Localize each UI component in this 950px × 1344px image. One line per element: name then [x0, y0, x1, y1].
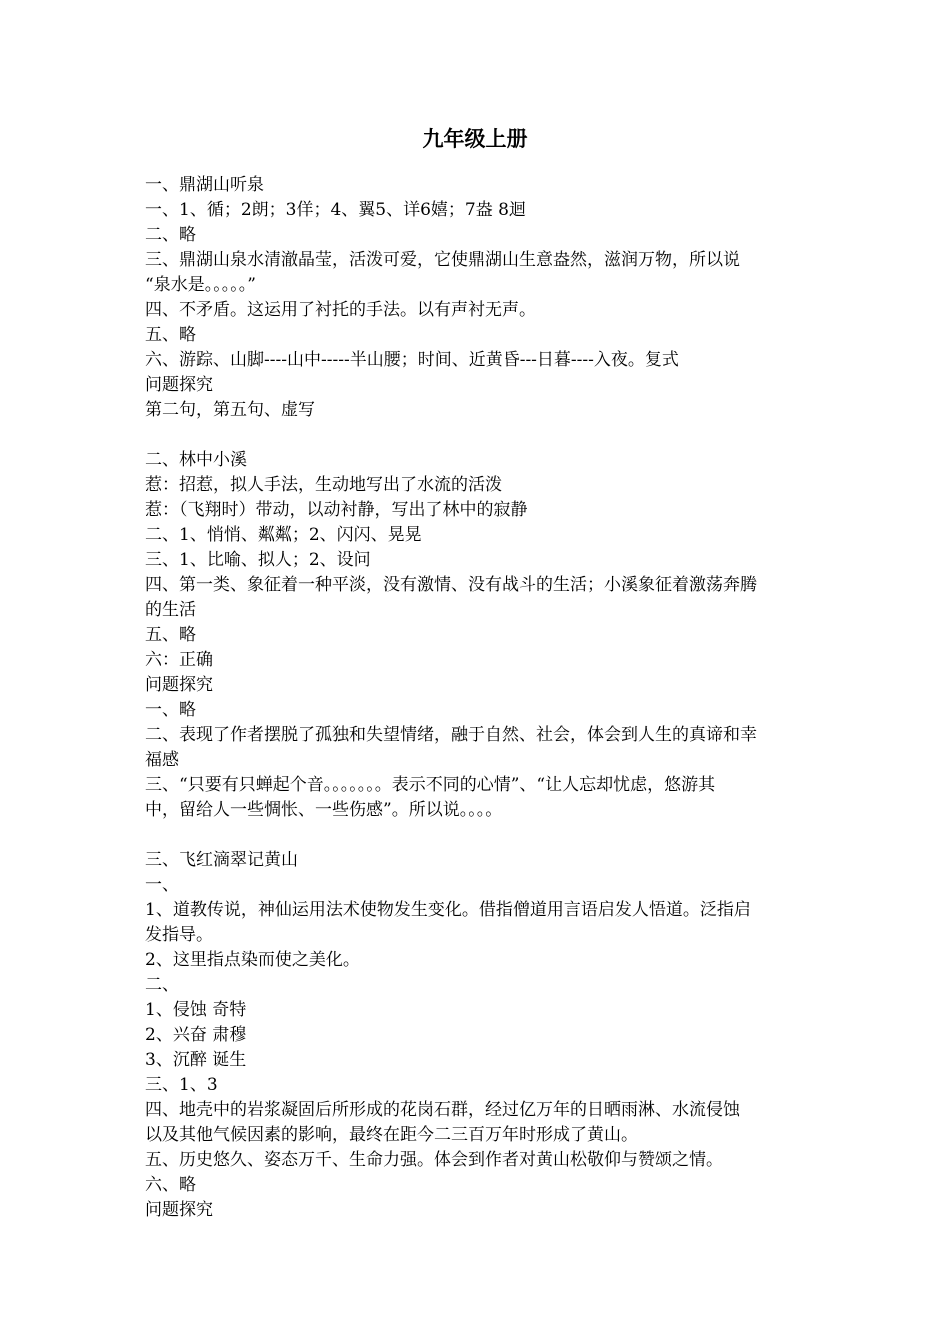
text-line: 问题探究 — [145, 675, 213, 695]
text-line: “泉水是。。。。。” — [145, 275, 256, 295]
text-line: 五、历史悠久、姿态万千、生命力强。体会到作者对黄山松敬仰与赞颂之情。 — [145, 1150, 723, 1170]
text-line: 五、略 — [145, 625, 196, 645]
text-line: 一、略 — [145, 700, 196, 720]
text-line: 2、这里指点染而使之美化。 — [145, 950, 360, 970]
text-line: 六、游踪、山脚----山中-----半山腰；时间、近黄昏---日暮----入夜。复式 — [145, 350, 679, 370]
blank-line — [145, 823, 815, 848]
text-line: 1、侵蚀 奇特 — [145, 1000, 247, 1020]
text-line: 2、兴奋 肃穆 — [145, 1025, 247, 1045]
text-line: 中，留给人一些惆怅、一些伤感”。所以说。。。。 — [145, 800, 503, 820]
text-line: 二、表现了作者摆脱了孤独和失望情绪，融于自然、社会，体会到人生的真谛和幸 — [145, 725, 757, 745]
text-line: 一、 — [145, 875, 179, 895]
text-line: 问题探究 — [145, 375, 213, 395]
text-line: 二、 — [145, 975, 179, 995]
blank-line — [145, 423, 815, 448]
text-line: 一、1、循；2朗；3佯；4、翼5、详6嬉；7盎 8迴 — [145, 200, 526, 220]
text-line: 发指导。 — [145, 925, 213, 945]
text-line: 惹：（飞翔时）带动，以动衬静，写出了林中的寂静 — [145, 500, 528, 520]
text-line: 3、沉醉 诞生 — [145, 1050, 247, 1070]
text-line: 第二句，第五句、虚写 — [145, 400, 315, 420]
section-heading: 二、林中小溪 — [145, 450, 247, 470]
text-line: 四、第一类、象征着一种平淡，没有激情、没有战斗的生活；小溪象征着激荡奔腾 — [145, 575, 757, 595]
text-line: 一、鼎湖山听泉 — [145, 175, 264, 195]
text-line: 三、1、3 — [145, 1075, 218, 1095]
text-line: 五、略 — [145, 325, 196, 345]
text-line: 问题探究 — [145, 1200, 213, 1220]
document-body — [145, 173, 815, 1223]
text-line: 1、道教传说，神仙运用法术使物发生变化。借指僧道用言语启发人悟道。泛指启 — [145, 900, 751, 920]
text-line: 以及其他气候因素的影响，最终在距今二三百万年时形成了黄山。 — [145, 1125, 638, 1145]
text-line: 的生活 — [145, 600, 196, 620]
text-line: 二、1、悄悄、粼粼；2、闪闪、晃晃 — [145, 525, 422, 545]
text-line: 二、略 — [145, 225, 196, 245]
text-line: 三、鼎湖山泉水清澈晶莹，活泼可爱，它使鼎湖山生意盎然，滋润万物，所以说 — [145, 250, 740, 270]
text-line: 惹：招惹，拟人手法，生动地写出了水流的活泼 — [145, 475, 502, 495]
text-line: 福感 — [145, 750, 179, 770]
text-line: 六：正确 — [145, 650, 213, 670]
section-heading: 三、飞红滴翠记黄山 — [145, 850, 298, 870]
text-line: 三、1、比喻、拟人；2、设问 — [145, 550, 371, 570]
text-line: 六、略 — [145, 1175, 196, 1195]
text-line: 四、地壳中的岩浆凝固后所形成的花岗石群，经过亿万年的日晒雨淋、水流侵蚀 — [145, 1100, 740, 1120]
text-line: 三、“只要有只蝉起个音。。。。。。。表示不同的心情”、“让人忘却忧虑，悠游其 — [145, 775, 716, 795]
text-line: 四、不矛盾。这运用了衬托的手法。以有声衬无声。 — [145, 300, 536, 320]
page-title: 九年级上册 — [422, 126, 528, 151]
